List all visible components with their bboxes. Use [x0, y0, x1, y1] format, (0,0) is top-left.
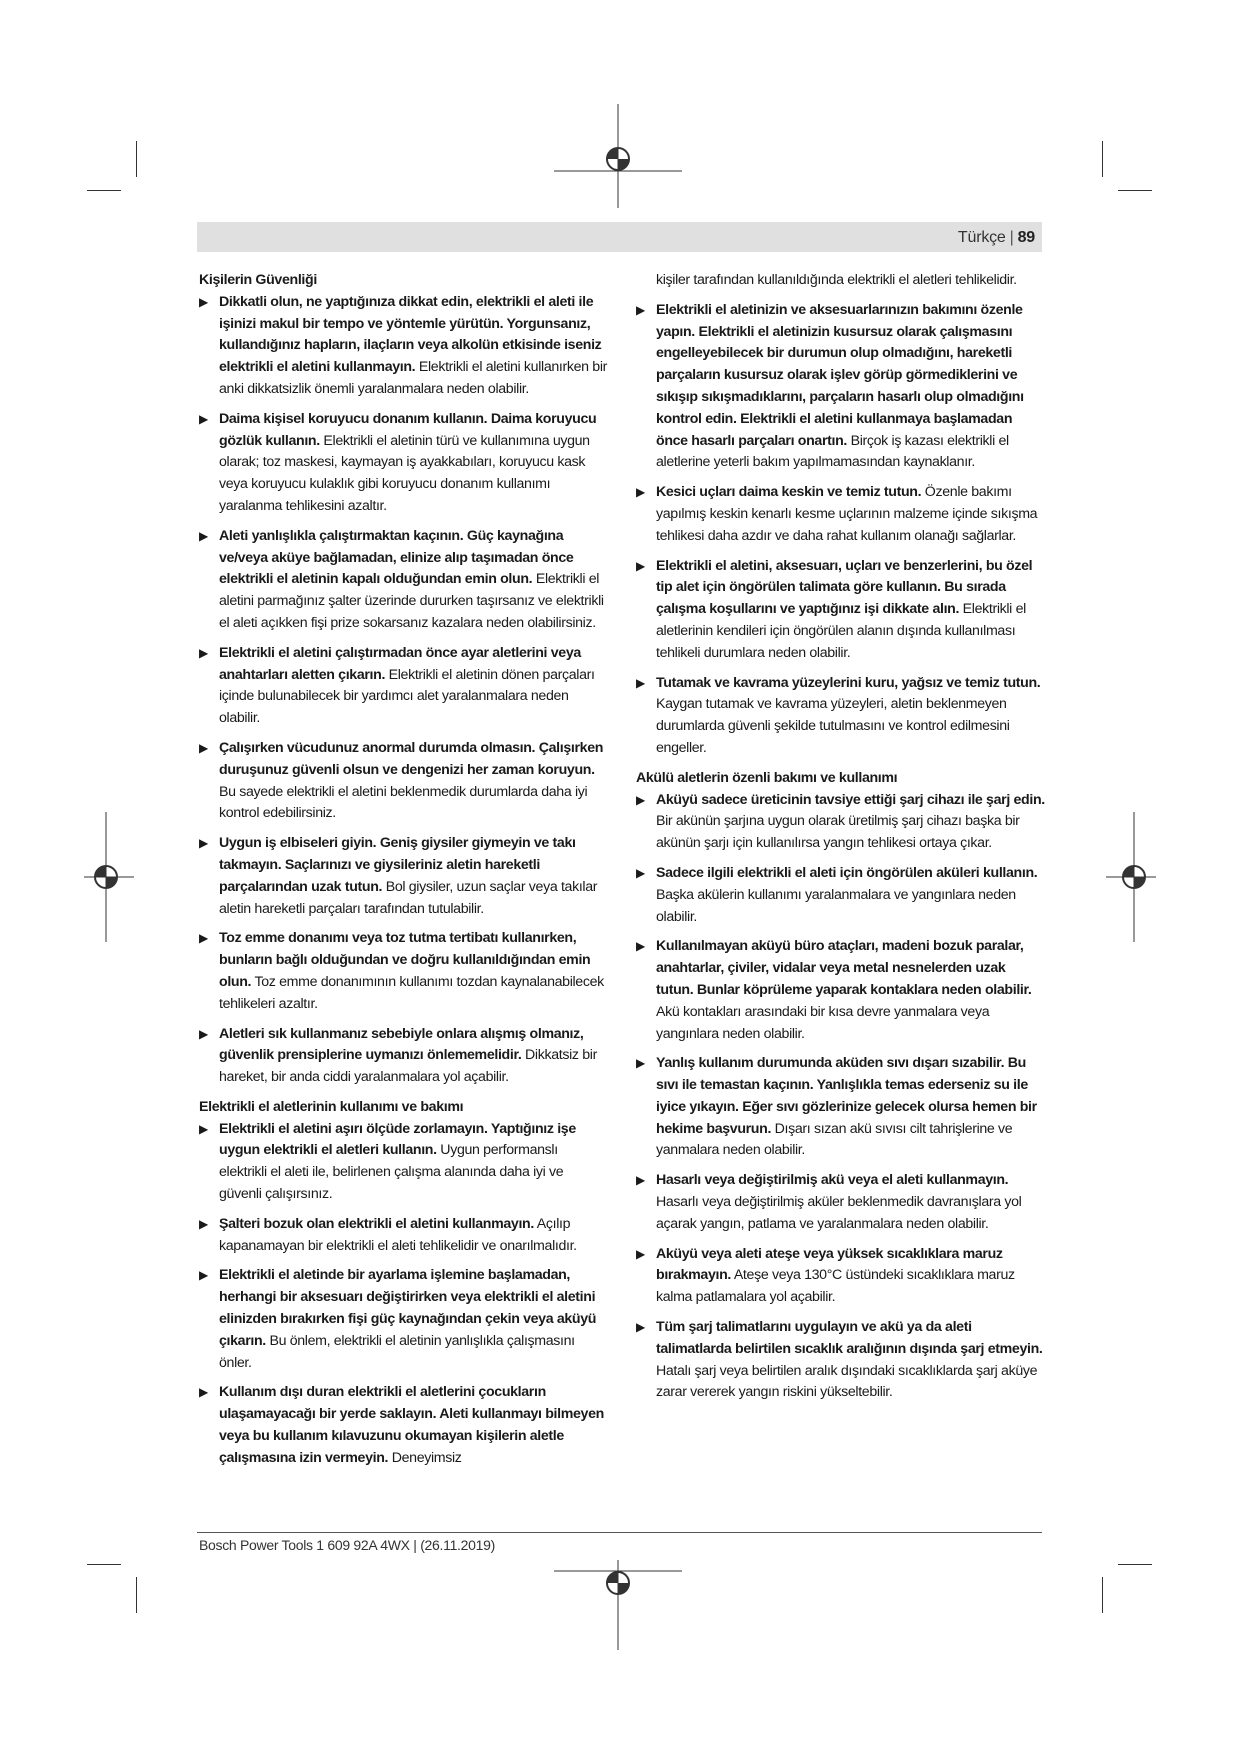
list-item — [199, 1119, 607, 1206]
bullet-triangle-icon: ▶ — [636, 1056, 645, 1071]
list-item — [199, 833, 607, 920]
crop-mark-bottom-right-v — [1102, 1577, 1103, 1613]
list-item — [636, 482, 1046, 547]
item-text: Açılıp kapanamayan bir elektrikli el aleti tehlikelidir ve onarılmalıdır. — [219, 1215, 577, 1254]
bullet-triangle-icon: ▶ — [636, 1173, 645, 1188]
item-text: Bol giysiler, uzun saçlar veya takılar aletin hareketli parçaları tarafından tutulabilir. — [219, 878, 598, 917]
item-text: Hatalı şarj veya belirtilen aralık dışındaki sıcaklıklarda şarj aküye zarar vererek yangın riskini yükseltebilir. — [656, 1362, 1038, 1401]
item-text: Dikkatsiz bir hareket, bir anda ciddi yaralanmalara yol açabilir. — [219, 1047, 597, 1086]
crop-mark-top-right-h — [1118, 190, 1152, 191]
list-item — [636, 790, 1046, 855]
item-text: Akü kontakları arasındaki bir kısa devre yanmalara veya yangınlara neden olabilir. — [656, 1003, 990, 1042]
page-number: 89 — [1017, 229, 1035, 246]
bullet-triangle-icon: ▶ — [199, 411, 208, 426]
crop-mark-top-left-h — [87, 190, 121, 191]
crop-mark-bottom-left-v — [136, 1577, 137, 1613]
bullet-triangle-icon: ▶ — [636, 485, 645, 500]
item-bold-text: Çalışırken vücudunuz anormal durumda olmasın. Çalışırken duruşunuz güvenli olsun ve dengenizi her zaman koruyun. — [219, 739, 604, 778]
bullet-triangle-icon: ▶ — [636, 558, 645, 573]
list-item — [636, 300, 1046, 474]
section-title-tool-use: Elektrikli el aletlerinin kullanımı ve bakımı — [199, 1098, 464, 1115]
crop-mark-bottom-left-h — [87, 1564, 121, 1565]
item-text: Bu önlem, elektrikli el aletinin yanlışlıkla çalışmasını önler. — [219, 1332, 575, 1371]
item-bold-text: Şalteri bozuk olan elektrikli el aletini kullanmayın. — [219, 1215, 534, 1232]
list-item — [199, 409, 607, 518]
item-text: Ateşe veya 130°C üstündeki sıcaklıklara maruz kalma patlamalara yol açabilir. — [656, 1267, 1015, 1306]
bullet-triangle-icon: ▶ — [636, 939, 645, 954]
item-bold-text: Dikkatli olun, ne yaptığınıza dikkat edin, elektrikli el aleti ile işinizi makul bir tempo ve yöntemle yürütün. Yorgunsanız, kullandığınız hapların, ilaçların veya alkolün etkisinde iseniz elektrikli el aletini kullanmayın. — [219, 293, 602, 376]
crop-mark-bottom-right-h — [1118, 1564, 1152, 1565]
item-bold-text: Aküyü sadece üreticinin tavsiye ettiği şarj cihazı ile şarj edin. — [656, 791, 1045, 808]
header-separator: | — [1009, 229, 1014, 246]
list-item — [636, 863, 1046, 928]
bullet-triangle-icon: ▶ — [199, 528, 208, 543]
crop-mark-top-right-v — [1102, 141, 1103, 177]
left-column — [199, 270, 607, 1478]
item-text: Elektrikli el aletlerinin kendileri için öngörülen alanın dışında kullanılması tehlikeli durumlara neden olabilir. — [656, 601, 1026, 661]
list-item — [636, 1053, 1046, 1162]
bullet-triangle-icon: ▶ — [636, 675, 645, 690]
item-bold-text: Tüm şarj talimatlarını uygulayın ve akü ya da aleti talimatlarda belirtilen sıcaklık aralığının dışında şarj etmeyin. — [656, 1319, 1043, 1357]
bullet-triangle-icon: ▶ — [199, 294, 208, 309]
item-text: Elektrikli el aletini kullanırken bir anki dikkatsizlik önemli yaralanmalara neden olabilir. — [219, 359, 607, 397]
bullet-triangle-icon: ▶ — [636, 792, 645, 807]
bullet-triangle-icon: ▶ — [199, 1385, 208, 1400]
page-footer: Bosch Power Tools 1 609 92A 4WX | (26.11.2019) — [199, 1537, 495, 1553]
bullet-triangle-icon: ▶ — [199, 1026, 208, 1041]
item-text: Elektrikli el aletinin dönen parçaları içinde bulunabilecek bir yardımcı alet yaralanmalara neden olabilir. — [219, 666, 595, 727]
bullet-triangle-icon: ▶ — [636, 302, 645, 317]
item-bold-text: Toz emme donanımı veya toz tutma tertibatı kullanırken, bunların bağlı olduğundan ve doğru kullanıldığından emin olun. — [219, 930, 591, 990]
list-item — [199, 1382, 607, 1469]
item-text: Elektrikli el aletinin türü ve kullanımına uygun olarak; toz maskesi, kaymayan iş ayakkabıları, koruyucu kask veya koruyucu kulaklık gibi koruyucu donanım kullanımı yaralanma tehlikesini azaltır. — [219, 432, 590, 514]
item-text: Toz emme donanımının kullanımı tozdan kaynalanabilecek tehlikeleri azaltır. — [219, 973, 604, 1012]
item-bold-text: Elektrikli el aletini aşırı ölçüde zorlamayın. Yaptığınız işe uygun elektrikli el aletleri kullanın. — [219, 1120, 576, 1159]
item-bold-text: Kullanılmayan aküyü büro ataçları, madeni bozuk paralar, anahtarlar, çiviler, vidalar veya metal nesnelerden uzak tutun. Bunlar köprüleme yaparak kontaklara neden olabilir. — [656, 938, 1032, 998]
item-text: Deneyimsiz — [388, 1449, 462, 1466]
item-bold-text: Elektrikli el aletinde bir ayarlama işlemine başlamadan, herhangi bir aksesuarı değiştirirken veya elektrikli el aletini elinizden bırakırken fişi güç kaynağından çekin veya aküyü çıkarın. — [219, 1267, 597, 1349]
continued-paragraph: kişiler tarafından kullanıldığında elektrikli el aletleri tehlikelidir. — [656, 272, 1017, 288]
section-title-battery-tools: Akülü aletlerin özenli bakımı ve kullanımı — [636, 769, 898, 786]
bullet-triangle-icon: ▶ — [199, 931, 208, 946]
bullet-triangle-icon: ▶ — [199, 645, 208, 660]
list-item — [199, 643, 607, 730]
page-header-bar — [197, 222, 1042, 252]
bullet-triangle-icon: ▶ — [199, 1121, 208, 1136]
registration-mark-bottom-icon — [548, 1560, 688, 1650]
item-bold-text: Elektrikli el aletini çalıştırmadan önce ayar aletlerini veya anahtarları aletten çıkarın. — [219, 644, 581, 683]
section-title-personal-safety: Kişilerin Güvenliği — [199, 272, 317, 288]
item-text: Kaygan tutamak ve kavrama yüzeyleri, aletin beklenmeyen durumlarda güvenli şekilde tutulmasını ve kontrol edilmesini engeller. — [656, 696, 1010, 756]
item-bold-text: Tutamak ve kavrama yüzeylerini kuru, yağsız ve temiz tutun. — [656, 674, 1041, 691]
bullet-triangle-icon: ▶ — [199, 1268, 208, 1283]
item-text: Başka akülerin kullanımı yaralanmalara ve yangınlara neden olabilir. — [656, 886, 1016, 925]
list-item — [636, 1244, 1046, 1309]
item-bold-text: Yanlış kullanım durumunda aküden sıvı dışarı sızabilir. Bu sıvı ile temastan kaçının. Yanlışlıkla temas ederseniz su ile iyice yıkayın. Eğer sıvı gözlerinize gelecek olursa hemen bir hekime başvurun. — [656, 1055, 1037, 1137]
item-text: Bir akünün şarjına uygun olarak üretilmiş şarj cihazı başka bir akünün şarjı için kullanılırsa yangın tehlikesi ortaya çıkar. — [656, 813, 1020, 852]
registration-mark-top-icon — [548, 104, 688, 224]
registration-mark-left-icon — [84, 812, 134, 942]
list-item — [636, 1317, 1046, 1404]
list-item — [636, 936, 1046, 1045]
item-bold-text: Kullanım dışı duran elektrikli el aletlerini çocukların ulaşamayacağı bir yerde saklayın. Aleti kullanmayı bilmeyen veya bu kullanım kılavuzunu okumayan kişilerin aletle çalışmasına izin vermeyin. — [219, 1384, 604, 1466]
bullet-triangle-icon: ▶ — [636, 865, 645, 880]
item-bold-text: Aletleri sık kullanmanız sebebiyle onlara alışmış olmanız, güvenlik prensiplerine uymanızı önlememelidir. — [219, 1025, 584, 1064]
item-text: Hasarlı veya değiştirilmiş aküler beklenmedik davranışlara yol açarak yangın, patlama ve yaralanmalara neden olabilir. — [656, 1194, 1022, 1232]
item-bold-text: Hasarlı veya değiştirilmiş akü veya el aleti kullanmayın. — [656, 1172, 1009, 1189]
right-column — [636, 270, 1046, 1412]
item-bold-text: Elektrikli el aletinizin ve aksesuarlarınızın bakımını özenle yapın. Elektrikli el aletinizin kusursuz olarak çalışmasını engelleyebilecek bir durumun olup olmadığını, hareketli parçaların kusursuz olarak işlev görüp görmediklerini ve sıkışıp sıkışmadıklarını, parçaların hasarlı olup olmadığını kontrol edin. Elektrikli el aletini kullanmaya başlamadan önce hasarlı parçaları onartın. — [656, 301, 1024, 449]
list-item — [636, 556, 1046, 665]
bullet-triangle-icon: ▶ — [636, 1246, 645, 1261]
item-text: Dışarı sızan akü sıvısı cilt tahrişlerine ve yanmalara neden olabilir. — [656, 1120, 1013, 1159]
item-text: Birçok iş kazası elektrikli el aletlerine yeterli bakım yapılmamasından kaynaklanır. — [656, 432, 1009, 471]
list-item — [199, 928, 607, 1015]
item-text: Bu sayede elektrikli el aletini beklenmedik durumlarda daha iyi kontrol edebilirsiniz. — [219, 783, 588, 822]
item-bold-text: Kesici uçları daima keskin ve temiz tutun. — [656, 484, 922, 501]
item-text: Özenle bakımı yapılmış keskin kenarlı kesme uçlarının malzeme içinde sıkışma tehlikesi daha azdır ve daha rahat kullanım olanağı sağlarlar. — [656, 484, 1038, 544]
list-item — [199, 1024, 607, 1089]
bullet-triangle-icon: ▶ — [636, 1320, 645, 1335]
item-bold-text: Elektrikli el aletini, aksesuarı, uçları ve benzerlerini, bu özel tip alet için öngörülen talimata göre kullanın. Bu sırada çalışma koşullarını ve yaptığınız işi dikkate alın. — [656, 557, 1033, 618]
bullet-triangle-icon: ▶ — [199, 1216, 208, 1231]
crop-mark-top-left-v — [136, 141, 137, 177]
item-bold-text: Uygun iş elbiseleri giyin. Geniş giysiler giymeyin ve takı takmayın. Saçlarınızı ve giysileriniz aletin hareketli parçalarından uzak tutun. — [219, 835, 576, 895]
item-bold-text: Aküyü veya aleti ateşe veya yüksek sıcaklıklara maruz bırakmayın. — [656, 1245, 1003, 1284]
bullet-triangle-icon: ▶ — [199, 836, 208, 851]
item-bold-text: Daima kişisel koruyucu donanım kullanın. Daima koruyucu gözlük kullanın. — [219, 410, 597, 449]
list-item — [636, 673, 1046, 760]
item-text: Uygun performanslı elektrikli el aleti ile, belirlenen çalışma alanında daha iyi ve güvenli çalışırsınız. — [219, 1142, 564, 1203]
list-item — [199, 1214, 607, 1258]
list-item — [636, 1170, 1046, 1235]
footer-rule — [197, 1532, 1042, 1533]
list-item — [199, 1265, 607, 1374]
item-bold-text: Aleti yanlışlıkla çalıştırmaktan kaçının. Güç kaynağına ve/veya aküye bağlamadan, elinize alıp taşımadan önce elektrikli el aletinin kapalı olduğundan emin olun. — [219, 527, 574, 588]
item-text: Elektrikli el aletini parmağınız şalter üzerinde dururken taşırsanız ve elektrikli el aleti açıkken fişi prize sokarsanız kazalara neden olabilirsiniz. — [219, 571, 604, 631]
registration-mark-right-icon — [1106, 812, 1156, 942]
item-bold-text: Sadece ilgili elektrikli el aleti için öngörülen aküleri kullanın. — [656, 864, 1038, 881]
list-item — [199, 526, 607, 635]
list-item — [199, 738, 607, 825]
page-header-label — [958, 229, 1035, 247]
list-item — [199, 292, 607, 401]
language-label: Türkçe — [957, 229, 1006, 246]
bullet-triangle-icon: ▶ — [199, 740, 208, 755]
